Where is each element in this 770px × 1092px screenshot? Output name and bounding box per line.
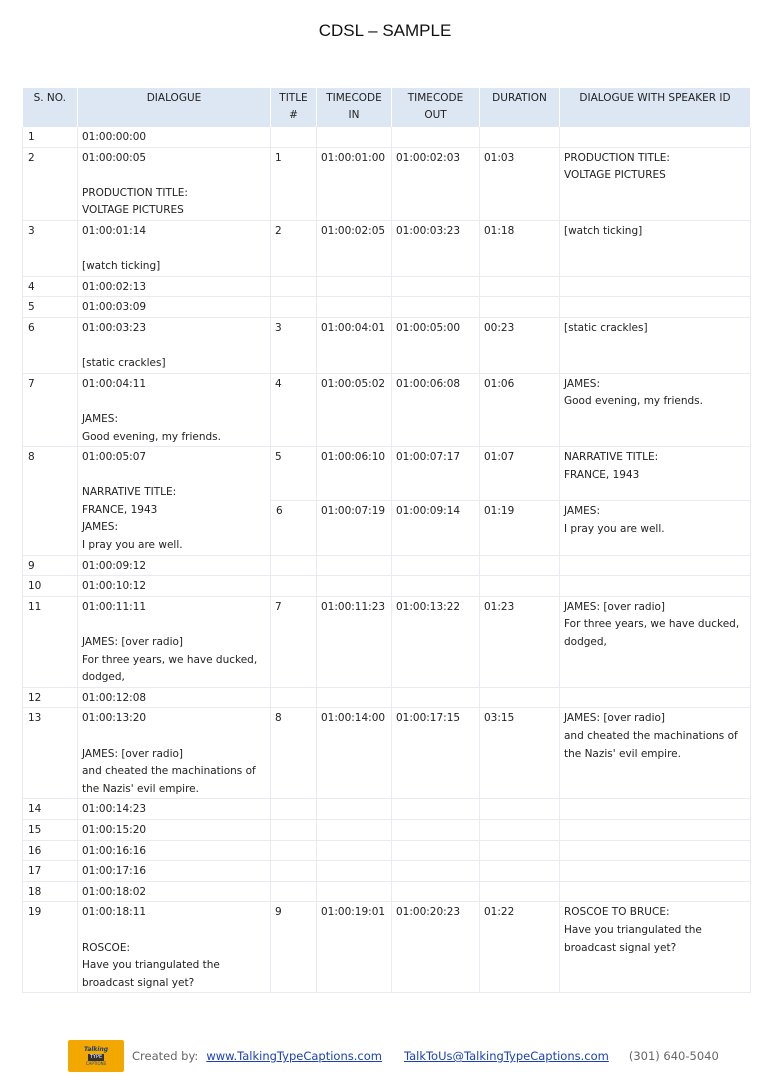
speaker-dialogue-empty xyxy=(560,881,751,902)
speaker-dialogue: NARRATIVE TITLE: FRANCE, 1943 xyxy=(560,447,751,501)
table-row xyxy=(23,447,751,501)
duration: 01:19 xyxy=(480,501,560,555)
cdsl-table xyxy=(22,88,751,993)
timecode-out-empty xyxy=(392,576,480,597)
timecode-out-empty xyxy=(392,861,480,882)
row-number: 15 xyxy=(23,819,78,840)
title-number-empty xyxy=(271,127,317,147)
speaker-dialogue-empty xyxy=(560,276,751,297)
header-duration: DURATION xyxy=(480,88,560,127)
dialogue-cell xyxy=(78,555,271,576)
duration: 01:18 xyxy=(480,220,560,276)
timecode-out: 01:00:06:08 xyxy=(392,373,480,446)
row-number: 8 xyxy=(23,447,78,556)
duration-empty xyxy=(480,276,560,297)
duration-empty xyxy=(480,881,560,902)
dialogue-cell xyxy=(78,147,271,220)
dialogue-cell xyxy=(78,447,271,556)
table-row xyxy=(23,799,751,820)
table-row xyxy=(23,840,751,861)
timecode-in-empty xyxy=(317,127,392,147)
timecode-in: 01:00:14:00 xyxy=(317,708,392,799)
timecode-in: 01:00:05:02 xyxy=(317,373,392,446)
dialogue-cell xyxy=(78,861,271,882)
duration-empty xyxy=(480,127,560,147)
timecode-in-empty xyxy=(317,819,392,840)
dialogue-cell xyxy=(78,596,271,687)
title-number-empty xyxy=(271,297,317,318)
dialogue-timecode: 01:00:02:13 xyxy=(82,280,147,293)
row-number: 7 xyxy=(23,373,78,446)
timecode-out-empty xyxy=(392,799,480,820)
row-number: 12 xyxy=(23,687,78,708)
timecode-in-empty xyxy=(317,799,392,820)
duration-empty xyxy=(480,576,560,597)
table-row xyxy=(23,317,751,373)
speaker-dialogue-empty xyxy=(560,799,751,820)
row-number: 4 xyxy=(23,276,78,297)
speaker-dialogue: JAMES: [over radio] and cheated the machinations of the Nazis' evil empire. xyxy=(560,708,751,799)
timecode-out-empty xyxy=(392,840,480,861)
dialogue-text: ROSCOE: Have you triangulated the broadcast signal yet? xyxy=(82,941,220,989)
timecode-out: 01:00:09:14 xyxy=(392,501,480,555)
table-row xyxy=(23,147,751,220)
duration-empty xyxy=(480,799,560,820)
dialogue-cell xyxy=(78,687,271,708)
dialogue-text: JAMES: Good evening, my friends. xyxy=(82,412,221,443)
footer xyxy=(68,1040,719,1072)
duration-empty xyxy=(480,555,560,576)
timecode-in-empty xyxy=(317,576,392,597)
duration: 00:23 xyxy=(480,317,560,373)
dialogue-cell xyxy=(78,708,271,799)
timecode-in: 01:00:07:19 xyxy=(317,501,392,555)
dialogue-cell xyxy=(78,373,271,446)
speaker-dialogue-empty xyxy=(560,127,751,147)
row-number: 2 xyxy=(23,147,78,220)
dialogue-cell xyxy=(78,220,271,276)
duration: 01:07 xyxy=(480,447,560,501)
dialogue-timecode: 01:00:01:14 xyxy=(82,224,147,237)
dialogue-text: JAMES: [over radio] For three years, we have ducked, dodged, xyxy=(82,636,258,684)
created-by-label: Created by: xyxy=(132,1049,199,1063)
table-row xyxy=(23,687,751,708)
title-number-empty xyxy=(271,819,317,840)
title-number-empty xyxy=(271,687,317,708)
title-number-empty xyxy=(271,555,317,576)
dialogue-timecode: 01:00:09:12 xyxy=(82,559,147,572)
dialogue-timecode: 01:00:11:11 xyxy=(82,600,147,613)
timecode-in: 01:00:01:00 xyxy=(317,147,392,220)
table-row xyxy=(23,596,751,687)
title-number-empty xyxy=(271,840,317,861)
header-sno: S. NO. xyxy=(23,88,78,127)
row-number: 13 xyxy=(23,708,78,799)
timecode-out: 01:00:03:23 xyxy=(392,220,480,276)
duration-empty xyxy=(480,297,560,318)
title-number: 8 xyxy=(271,708,317,799)
row-number: 17 xyxy=(23,861,78,882)
timecode-out: 01:00:17:15 xyxy=(392,708,480,799)
title-number: 4 xyxy=(271,373,317,446)
dialogue-text: JAMES: [over radio] and cheated the machinations of the Nazis' evil empire. xyxy=(82,747,256,795)
title-number: 6 xyxy=(271,501,317,555)
speaker-dialogue-empty xyxy=(560,840,751,861)
dialogue-cell xyxy=(78,902,271,993)
row-number: 16 xyxy=(23,840,78,861)
dialogue-cell xyxy=(78,840,271,861)
table-row xyxy=(23,297,751,318)
dialogue-timecode: 01:00:12:08 xyxy=(82,691,147,704)
talking-type-captions-logo xyxy=(68,1040,124,1072)
table-row xyxy=(23,220,751,276)
dialogue-timecode: 01:00:03:23 xyxy=(82,321,147,334)
header-dialogue-with-speaker-id: DIALOGUE WITH SPEAKER ID xyxy=(560,88,751,127)
timecode-out-empty xyxy=(392,687,480,708)
duration-empty xyxy=(480,840,560,861)
timecode-in-empty xyxy=(317,555,392,576)
row-number: 19 xyxy=(23,902,78,993)
dialogue-cell xyxy=(78,799,271,820)
timecode-out-empty xyxy=(392,819,480,840)
header-title-number: TITLE # xyxy=(271,88,317,127)
row-number: 14 xyxy=(23,799,78,820)
speaker-dialogue: JAMES: I pray you are well. xyxy=(560,501,751,555)
timecode-in-empty xyxy=(317,687,392,708)
logo-text-3: CAPTIONS xyxy=(85,1060,107,1066)
dialogue-timecode: 01:00:17:16 xyxy=(82,865,147,878)
row-number: 11 xyxy=(23,596,78,687)
timecode-out: 01:00:02:03 xyxy=(392,147,480,220)
title-number: 2 xyxy=(271,220,317,276)
dialogue-timecode: 01:00:15:20 xyxy=(82,823,147,836)
dialogue-text: PRODUCTION TITLE: VOLTAGE PICTURES xyxy=(82,186,188,217)
duration-empty xyxy=(480,687,560,708)
timecode-out-empty xyxy=(392,555,480,576)
timecode-out-empty xyxy=(392,881,480,902)
row-number: 1 xyxy=(23,127,78,147)
website-link[interactable]: www.TalkingTypeCaptions.com xyxy=(206,1049,382,1063)
timecode-out: 01:00:13:22 xyxy=(392,596,480,687)
dialogue-cell xyxy=(78,317,271,373)
speaker-dialogue: ROSCOE TO BRUCE: Have you triangulated the broadcast signal yet? xyxy=(560,902,751,993)
title-number-empty xyxy=(271,276,317,297)
logo-text-2: TYPE xyxy=(89,1053,103,1060)
duration-empty xyxy=(480,861,560,882)
timecode-in: 01:00:02:05 xyxy=(317,220,392,276)
table-row xyxy=(23,708,751,799)
speaker-dialogue-empty xyxy=(560,576,751,597)
duration: 03:15 xyxy=(480,708,560,799)
dialogue-timecode: 01:00:14:23 xyxy=(82,803,147,816)
row-number: 3 xyxy=(23,220,78,276)
speaker-dialogue: [static crackles] xyxy=(560,317,751,373)
header-row xyxy=(23,88,751,127)
dialogue-timecode: 01:00:00:05 xyxy=(82,151,147,164)
table-row xyxy=(23,861,751,882)
phone-number: (301) 640-5040 xyxy=(628,1049,719,1063)
speaker-dialogue-empty xyxy=(560,861,751,882)
timecode-out-empty xyxy=(392,276,480,297)
dialogue-timecode: 01:00:13:20 xyxy=(82,712,147,725)
duration: 01:03 xyxy=(480,147,560,220)
timecode-out: 01:00:20:23 xyxy=(392,902,480,993)
table-row xyxy=(23,902,751,993)
timecode-in-empty xyxy=(317,297,392,318)
duration: 01:22 xyxy=(480,902,560,993)
duration: 01:23 xyxy=(480,596,560,687)
header-timecode-in: TIMECODE IN xyxy=(317,88,392,127)
dialogue-cell xyxy=(78,576,271,597)
timecode-out-empty xyxy=(392,127,480,147)
title-number: 1 xyxy=(271,147,317,220)
title-number-empty xyxy=(271,799,317,820)
timecode-in-empty xyxy=(317,881,392,902)
dialogue-timecode: 01:00:10:12 xyxy=(82,580,147,593)
speaker-dialogue-empty xyxy=(560,819,751,840)
title-number-empty xyxy=(271,881,317,902)
speaker-dialogue: PRODUCTION TITLE: VOLTAGE PICTURES xyxy=(560,147,751,220)
table-row xyxy=(23,276,751,297)
duration-empty xyxy=(480,819,560,840)
speaker-dialogue: JAMES: Good evening, my friends. xyxy=(560,373,751,446)
row-number: 9 xyxy=(23,555,78,576)
dialogue-timecode: 01:00:00:00 xyxy=(82,131,147,143)
dialogue-timecode: 01:00:18:11 xyxy=(82,906,147,919)
timecode-out: 01:00:05:00 xyxy=(392,317,480,373)
timecode-out-empty xyxy=(392,297,480,318)
dialogue-timecode: 01:00:03:09 xyxy=(82,301,147,314)
title-number: 9 xyxy=(271,902,317,993)
speaker-dialogue: JAMES: [over radio] For three years, we have ducked, dodged, xyxy=(560,596,751,687)
row-number: 18 xyxy=(23,881,78,902)
title-number: 7 xyxy=(271,596,317,687)
table-row xyxy=(23,555,751,576)
table-row xyxy=(23,127,751,147)
dialogue-timecode: 01:00:16:16 xyxy=(82,844,147,857)
dialogue-timecode: 01:00:04:11 xyxy=(82,377,147,390)
dialogue-cell xyxy=(78,881,271,902)
title-number-empty xyxy=(271,576,317,597)
dialogue-text: NARRATIVE TITLE: FRANCE, 1943 JAMES: I pray you are well. xyxy=(82,486,183,552)
logo-text-1: Talking xyxy=(83,1045,109,1053)
timecode-in-empty xyxy=(317,276,392,297)
timecode-out: 01:00:07:17 xyxy=(392,447,480,501)
speaker-dialogue: [watch ticking] xyxy=(560,220,751,276)
table-body xyxy=(23,127,751,993)
email-link[interactable]: TalkToUs@TalkingTypeCaptions.com xyxy=(403,1049,609,1063)
header-dialogue: DIALOGUE xyxy=(78,88,271,127)
dialogue-timecode: 01:00:18:02 xyxy=(82,885,147,898)
speaker-dialogue-empty xyxy=(560,555,751,576)
dialogue-cell xyxy=(78,819,271,840)
page-title: CDSL – SAMPLE xyxy=(318,21,452,40)
dialogue-cell xyxy=(78,297,271,318)
title-number: 5 xyxy=(271,447,317,501)
timecode-in: 01:00:06:10 xyxy=(317,447,392,501)
timecode-in: 01:00:19:01 xyxy=(317,902,392,993)
duration: 01:06 xyxy=(480,373,560,446)
title-number-empty xyxy=(271,861,317,882)
timecode-in-empty xyxy=(317,840,392,861)
timecode-in: 01:00:11:23 xyxy=(317,596,392,687)
timecode-in: 01:00:04:01 xyxy=(317,317,392,373)
table-row xyxy=(23,576,751,597)
timecode-in-empty xyxy=(317,861,392,882)
table-row xyxy=(23,819,751,840)
dialogue-timecode: 01:00:05:07 xyxy=(82,451,147,464)
dialogue-text: [static crackles] xyxy=(82,357,166,370)
speaker-dialogue-empty xyxy=(560,687,751,708)
dialogue-text: [watch ticking] xyxy=(82,260,161,273)
row-number: 10 xyxy=(23,576,78,597)
row-number: 5 xyxy=(23,297,78,318)
dialogue-cell xyxy=(78,276,271,297)
table-row xyxy=(23,373,751,446)
header-timecode-out: TIMECODE OUT xyxy=(392,88,480,127)
title-number: 3 xyxy=(271,317,317,373)
dialogue-cell xyxy=(78,127,271,147)
speaker-dialogue-empty xyxy=(560,297,751,318)
row-number: 6 xyxy=(23,317,78,373)
table-row xyxy=(23,881,751,902)
